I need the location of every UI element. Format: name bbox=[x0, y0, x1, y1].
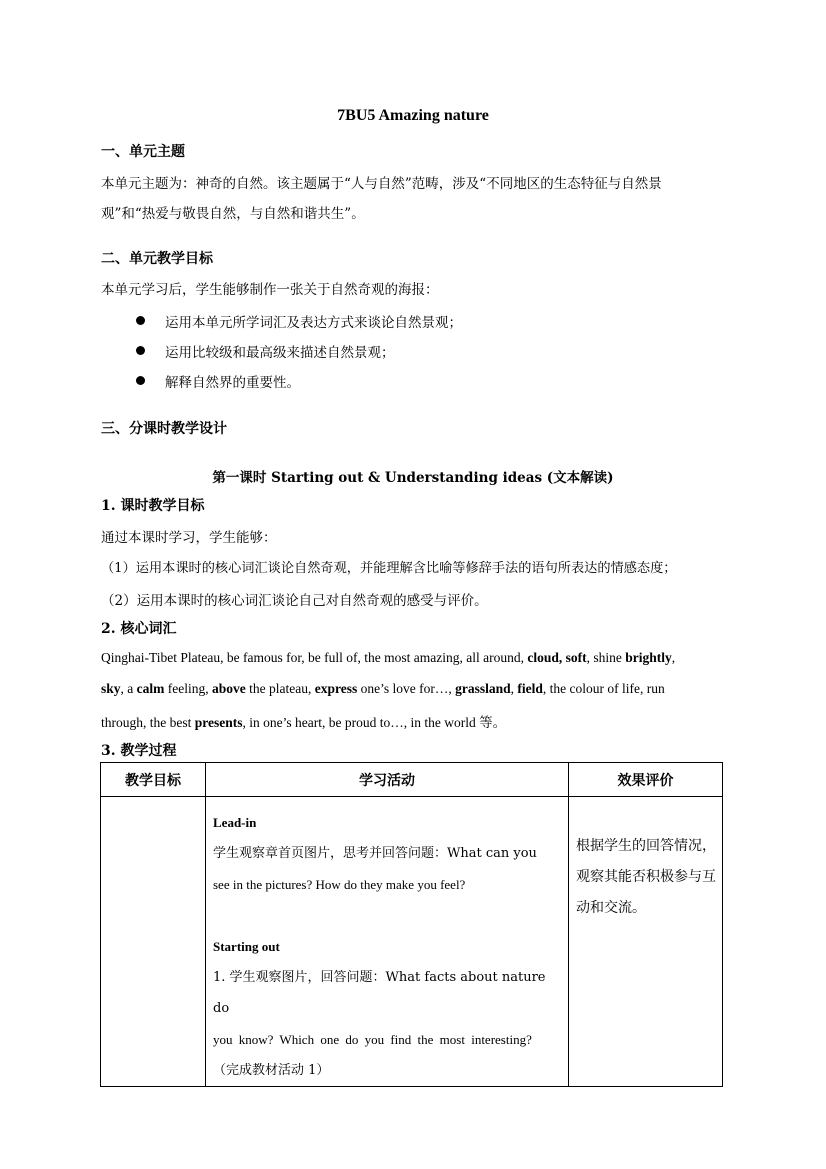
vocab-text: through, the best bbox=[101, 715, 195, 730]
vocab-bold-term: above bbox=[212, 681, 246, 696]
document-title: 7BU5 Amazing nature bbox=[337, 107, 489, 124]
vocab-bold-term: grassland bbox=[455, 681, 511, 696]
lesson-goals-heading: 1. 课时教学目标 bbox=[101, 498, 205, 514]
unit-theme-line-2: 观”和“热爱与敬畏自然，与自然和谐共生”。 bbox=[101, 206, 365, 222]
starting-out-line-1: 1. 学生观察图片，回答问题：What facts about nature do bbox=[213, 970, 546, 1016]
vocab-bold-term: field bbox=[517, 681, 543, 696]
core-vocab-line-1 bbox=[101, 650, 675, 666]
leadin-line-2: see in the pictures? How do they make you feel? bbox=[213, 877, 466, 892]
table-row bbox=[101, 797, 723, 1087]
learning-activity-cell bbox=[206, 797, 569, 1087]
unit-theme-line-1: 本单元主题为：神奇的自然。该主题属于“人与自然”范畴，涉及“不同地区的生态特征与自然景 bbox=[101, 176, 662, 192]
vocab-bold-term: express bbox=[314, 681, 358, 696]
evaluation-text: 根据学生的回答情况，观察其能否积极参与互动和交流。 bbox=[576, 838, 716, 916]
header-evaluation: 效果评价 bbox=[569, 763, 723, 797]
starting-out-line-3: （完成教材活动 1） bbox=[213, 1063, 330, 1078]
bullet-dot-icon bbox=[136, 346, 145, 355]
bullet-item bbox=[136, 341, 636, 361]
vocab-bold-term: brightly bbox=[625, 650, 672, 665]
leadin-title: Lead-in bbox=[213, 815, 257, 830]
unit-goals-intro: 本单元学习后，学生能够制作一张关于自然奇观的海报： bbox=[101, 282, 439, 298]
bullet-text: 运用比较级和最高级来描述自然景观； bbox=[165, 345, 395, 361]
vocab-text: , bbox=[510, 681, 518, 696]
lesson-title: 第一课时 Starting out & Understanding ideas (文本解读) bbox=[212, 470, 614, 486]
starting-out-line-2: you know? Which one do you find the most interesting? bbox=[213, 1032, 532, 1047]
bullet-item bbox=[136, 371, 636, 391]
teaching-process-table bbox=[100, 762, 723, 1087]
vocab-text: , the colour of life, run bbox=[542, 681, 665, 696]
vocab-text: , in one’s heart, be proud to…, in the world 等。 bbox=[242, 715, 507, 730]
core-vocab-line-3 bbox=[101, 711, 506, 731]
bullet-text: 解释自然界的重要性。 bbox=[165, 375, 300, 391]
section-heading-unit-goals: 二、单元教学目标 bbox=[101, 251, 213, 267]
header-teaching-goal: 教学目标 bbox=[101, 763, 206, 797]
vocab-text: the plateau, bbox=[245, 681, 315, 696]
vocab-bold-term: sky bbox=[101, 681, 121, 696]
leadin-line-1: 学生观察章首页图片，思考并回答问题：What can you bbox=[213, 846, 537, 861]
bullet-item bbox=[136, 311, 636, 331]
lesson-goals-intro: 通过本课时学习，学生能够： bbox=[101, 530, 277, 546]
bullet-text: 运用本单元所学词汇及表达方式来谈论自然景观； bbox=[165, 315, 462, 331]
bullet-dot-icon bbox=[136, 316, 145, 325]
lesson-goal-2: （2）运用本课时的核心词汇谈论自己对自然奇观的感受与评价。 bbox=[101, 593, 488, 609]
vocab-text: Qinghai-Tibet Plateau, be famous for, be full of, the most amazing, all around, bbox=[101, 650, 528, 665]
evaluation-cell bbox=[569, 797, 723, 1087]
vocab-text: one’s love for…, bbox=[357, 681, 456, 696]
starting-out-title: Starting out bbox=[213, 939, 280, 954]
core-vocab-line-2 bbox=[101, 681, 665, 697]
header-learning-activity: 学习活动 bbox=[206, 763, 569, 797]
vocab-bold-term: cloud, soft bbox=[527, 650, 587, 665]
table-header-row bbox=[101, 763, 723, 797]
bullet-dot-icon bbox=[136, 376, 145, 385]
teaching-goal-cell bbox=[101, 797, 206, 1087]
vocab-text: feeling, bbox=[164, 681, 212, 696]
core-vocab-heading: 2. 核心词汇 bbox=[101, 621, 177, 637]
vocab-bold-term: presents bbox=[194, 715, 243, 730]
vocab-text: , shine bbox=[586, 650, 626, 665]
vocab-text: , bbox=[671, 650, 676, 665]
lesson-goal-1: （1）运用本课时的核心词汇谈论自然奇观，并能理解含比喻等修辞手法的语句所表达的情感态度； bbox=[101, 561, 677, 576]
vocab-text: , a bbox=[120, 681, 137, 696]
section-heading-unit-theme: 一、单元主题 bbox=[101, 144, 185, 160]
section-heading-lesson-design: 三、分课时教学设计 bbox=[101, 421, 227, 437]
process-heading: 3. 教学过程 bbox=[101, 743, 177, 759]
vocab-bold-term: calm bbox=[136, 681, 165, 696]
